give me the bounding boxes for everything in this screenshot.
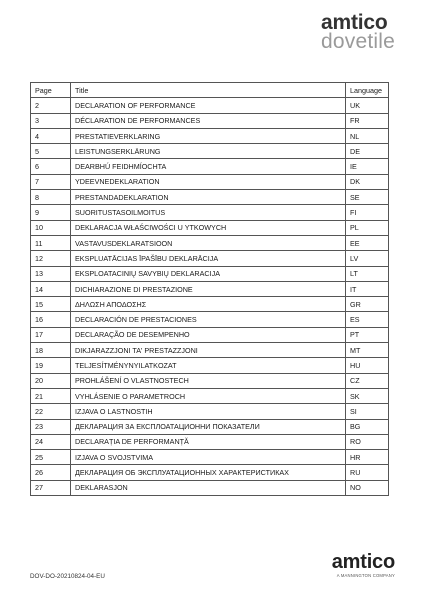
title-cell: SUORITUSTASOILMOITUS [71,205,346,220]
title-cell: PRESTATIEVERKLARING [71,128,346,143]
title-cell: DÉCLARATION DE PERFORMANCES [71,113,346,128]
page-cell: 17 [31,327,71,342]
table-row [31,327,389,342]
table-row [31,358,389,373]
table-row [31,312,389,327]
language-cell: RU [346,465,389,480]
language-cell: HR [346,450,389,465]
table-row [31,465,389,480]
title-cell: ΔΗΛΩΣΗ ΑΠΟΔΟΣΗΣ [71,297,346,312]
declaration-index-table [30,82,389,496]
page-cell: 22 [31,404,71,419]
language-cell: CZ [346,373,389,388]
document-code: DOV-DO-20210824-04-EU [30,573,105,580]
page-cell: 20 [31,373,71,388]
brand-name: amtico [321,11,388,34]
language-cell: RO [346,434,389,449]
title-cell: YDEEVNEDEKLARATION [71,174,346,189]
language-cell: EE [346,235,389,250]
language-cell: ES [346,312,389,327]
page-cell: 13 [31,266,71,281]
page-cell: 6 [31,159,71,174]
table-row [31,205,389,220]
language-cell: IE [346,159,389,174]
language-cell: SK [346,388,389,403]
table-row [31,419,389,434]
title-cell: DECLARAÇÃO DE DESEMPENHO [71,327,346,342]
table-row [31,128,389,143]
table-row [31,235,389,250]
language-cell: DK [346,174,389,189]
language-cell: NL [346,128,389,143]
page-cell: 26 [31,465,71,480]
language-cell: FR [346,113,389,128]
title-cell: DEKLARACJA WŁAŚCIWOŚCI U YTKOWYCH [71,220,346,235]
title-cell: VYHLÁSENIE O PARAMETROCH [71,388,346,403]
language-cell: BG [346,419,389,434]
page-cell: 11 [31,235,71,250]
table-row [31,98,389,113]
page-cell: 25 [31,450,71,465]
table-row [31,174,389,189]
title-cell: LEISTUNGSERKLÄRUNG [71,144,346,159]
table-row [31,373,389,388]
page-cell: 2 [31,98,71,113]
language-cell: LT [346,266,389,281]
page-cell: 5 [31,144,71,159]
footer-brand-subtitle: A MANNINGTON COMPANY [336,573,395,578]
table-row [31,281,389,296]
page-cell: 27 [31,480,71,495]
page-cell: 19 [31,358,71,373]
table-body [31,98,389,496]
page-cell: 18 [31,343,71,358]
language-cell: NO [346,480,389,495]
language-cell: PT [346,327,389,342]
page-cell: 24 [31,434,71,449]
table-row [31,251,389,266]
title-cell: IZJAVA O SVOJSTVIMA [71,450,346,465]
page-cell: 4 [31,128,71,143]
table-header-row [31,83,389,98]
table-row [31,343,389,358]
product-name: dovetile [321,30,395,53]
title-cell: DIKJARAZZJONI TA' PRESTAZZJONI [71,343,346,358]
column-header-title: Title [71,83,346,98]
brand-logo-bottom [332,552,395,578]
page-cell: 14 [31,281,71,296]
language-cell: SE [346,190,389,205]
title-cell: DECLARACIÓN DE PRESTACIONES [71,312,346,327]
column-header-page: Page [31,83,71,98]
table-row [31,450,389,465]
table-row [31,220,389,235]
footer-brand-name: amtico [331,551,395,573]
table-row [31,388,389,403]
page-cell: 3 [31,113,71,128]
language-cell: MT [346,343,389,358]
title-cell: ДЕКЛАРАЦИЯ ЗА ЕКСПЛОАТАЦИОННИ ПОКАЗАТЕЛИ [71,419,346,434]
title-cell: DEKLARASJON [71,480,346,495]
title-cell: PRESTANDADEKLARATION [71,190,346,205]
language-cell: SI [346,404,389,419]
page-cell: 15 [31,297,71,312]
page-cell: 10 [31,220,71,235]
title-cell: EKSPLOATACINIŲ SAVYBIŲ DEKLARACIJA [71,266,346,281]
page-cell: 9 [31,205,71,220]
title-cell: DECLARAȚIA DE PERFORMANȚĂ [71,434,346,449]
title-cell: VASTAVUSDEKLARATSIOON [71,235,346,250]
table-row [31,480,389,495]
language-cell: UK [346,98,389,113]
table-row [31,297,389,312]
language-cell: FI [346,205,389,220]
title-cell: IZJAVA O LASTNOSTIH [71,404,346,419]
table-row [31,159,389,174]
brand-logo-top [321,12,395,52]
page-cell: 12 [31,251,71,266]
language-cell: DE [346,144,389,159]
title-cell: PROHLÁŠENÍ O VLASTNOSTECH [71,373,346,388]
language-cell: IT [346,281,389,296]
column-header-language: Language [346,83,389,98]
title-cell: DICHIARAZIONE DI PRESTAZIONE [71,281,346,296]
page-cell: 16 [31,312,71,327]
title-cell: ДЕКЛАРАЦИЯ ОБ ЭКСПЛУАТАЦИОННЫХ ХАРАКТЕРИСТИКАХ [71,465,346,480]
table-row [31,434,389,449]
title-cell: DEARBHÚ FEIDHMÍOCHTA [71,159,346,174]
language-cell: HU [346,358,389,373]
title-cell: EKSPLUATĀCIJAS ĪPAŠĪBU DEKLARĀCIJA [71,251,346,266]
title-cell: TELJESÍTMÉNYNYILATKOZAT [71,358,346,373]
page-cell: 7 [31,174,71,189]
table-row [31,190,389,205]
table-row [31,266,389,281]
language-cell: PL [346,220,389,235]
page-cell: 8 [31,190,71,205]
page-cell: 23 [31,419,71,434]
language-cell: LV [346,251,389,266]
language-cell: GR [346,297,389,312]
table-row [31,113,389,128]
title-cell: DECLARATION OF PERFORMANCE [71,98,346,113]
page-cell: 21 [31,388,71,403]
table-row [31,404,389,419]
table-row [31,144,389,159]
